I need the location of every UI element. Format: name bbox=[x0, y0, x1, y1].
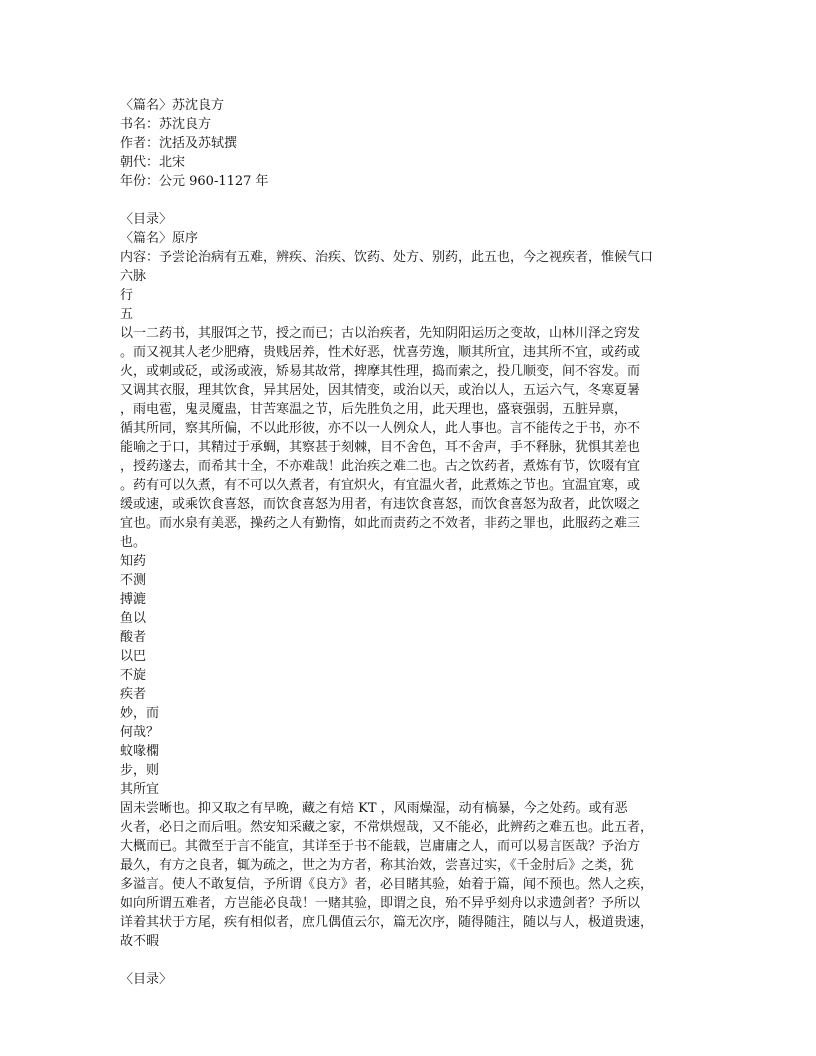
body-line: 以一二药书，其服饵之节，授之而已；古以治疾者，先知阴阳运历之变故，山林川泽之窍发 bbox=[120, 326, 641, 341]
body-line: 知药 bbox=[120, 554, 147, 569]
toc-label-footer: 〈目录〉 bbox=[120, 972, 173, 987]
author-line: 作者：沈括及苏轼撰 bbox=[120, 136, 238, 151]
body-line: ，雨电雹，鬼灵魇蛊，甘苦寒温之节，后先胜负之用，此天理也，盛衰强弱，五脏异禀， bbox=[120, 402, 628, 417]
spacer bbox=[120, 951, 700, 970]
body-line: 又调其衣服，理其饮食，异其居处，因其情变，或治以天，或治以人，五运六气，冬寒夏暑 bbox=[120, 383, 641, 398]
body-line: 能喻之于口，其精过于承蜩，其察甚于刻棘，目不舍色，耳不舍声，手不释脉，犹惧其差也 bbox=[120, 440, 641, 455]
body-text bbox=[120, 248, 700, 951]
body-line: 宜也。而水泉有美恶，操药之人有勤惰，如此而责药之不效者，非药之罪也，此服药之难三 bbox=[120, 516, 641, 531]
book-name-line: 书名：苏沈良方 bbox=[120, 117, 212, 132]
body-line: 火，或刺或砭，或汤或液，矫易其故常，捭摩其性理，捣而索之，投几顺变，间不容发。而 bbox=[120, 364, 641, 379]
body-line: 何哉？ bbox=[120, 725, 160, 740]
body-line: 故不暇 bbox=[120, 934, 160, 949]
document-page bbox=[120, 96, 700, 989]
body-line: 。药有可以久煮，有不可以久煮者，有宜炽火，有宜温火者，此煮炼之节也。宜温宜寒，或 bbox=[120, 478, 641, 493]
body-line: 循其所同，察其所偏，不以此形彼，亦不以一人例众人，此人事也。言不能传之于书，亦不 bbox=[120, 421, 641, 436]
body-line: 大概而已。其微至于言不能宣，其详至于书不能载，岂庸庸之人，而可以易言医哉？予治方 bbox=[120, 839, 641, 854]
body-line: 不旋 bbox=[120, 668, 147, 683]
body-line: 内容：予尝论治病有五难，辨疾、治疾、饮药、处方、别药，此五也，今之视疾者，惟候气口 bbox=[120, 250, 654, 265]
body-line: 火者，必日之而后咀。然安知采藏之家，不常烘煜哉，又不能必，此辨药之难五也。此五者， bbox=[120, 820, 654, 835]
body-line: ，授药遂去，而希其十全，不亦难哉！此治疾之难二也。古之饮药者，煮炼有节，饮啜有宜 bbox=[120, 459, 641, 474]
body-line: 搏漉 bbox=[120, 592, 147, 607]
dynasty-line: 朝代：北宋 bbox=[120, 155, 186, 170]
body-line: 蚊喙㯗 bbox=[120, 744, 160, 759]
body-line: 如向所谓五难者，方岂能必良哉！一赌其验，即谓之良，殆不异乎刻舟以求遗剑者？予所以 bbox=[120, 896, 641, 911]
spacer bbox=[120, 191, 700, 210]
body-line: 缓或速，或乘饮食喜怒，而饮食喜怒为用者，有违饮食喜怒，而饮食喜怒为敌者，此饮啜之 bbox=[120, 497, 641, 512]
heading-title-line: 〈篇名〉苏沈良方 bbox=[120, 98, 225, 113]
body-line: 行 bbox=[120, 288, 134, 303]
body-line: 多溢言。使人不敢复信，予所谓《良方》者，必目睹其验，始着于篇，闻不预也。然人之疾， bbox=[120, 877, 654, 892]
years-line: 年份：公元 960-1127 年 bbox=[120, 174, 269, 189]
body-line: 固未尝晰也。抑又取之有早晚，藏之有焙 KT ，风雨燥湿，动有槁暴，今之处药。或有恶 bbox=[120, 801, 628, 816]
body-line: 疾者 bbox=[120, 687, 147, 702]
body-line: 。而又视其人老少肥瘠，贵贱居养，性术好恶，忧喜劳逸，顺其所宜，违其所不宜，或药或 bbox=[120, 345, 641, 360]
body-line: 酸者 bbox=[120, 630, 147, 645]
body-line: 以巴 bbox=[120, 649, 147, 664]
body-line: 也。 bbox=[120, 535, 147, 550]
piece-title-line: 〈篇名〉原序 bbox=[120, 231, 199, 246]
body-line: 不测 bbox=[120, 573, 147, 588]
body-line: 最久，有方之良者，辄为疏之，世之为方者，称其治效，尝喜过实，《千金肘后》之类，犹 bbox=[120, 858, 634, 873]
toc-label: 〈目录〉 bbox=[120, 212, 173, 227]
body-line: 详着其状于方尾，疾有相似者，庶几偶值云尔，篇无次序，随得随注，随以与人，极道贵速， bbox=[120, 915, 654, 930]
body-line: 五 bbox=[120, 307, 134, 322]
body-line: 步，则 bbox=[120, 763, 160, 778]
body-line: 六脉 bbox=[120, 269, 147, 284]
body-line: 鱼以 bbox=[120, 611, 147, 626]
body-line: 妙，而 bbox=[120, 706, 160, 721]
body-line: 其所宜 bbox=[120, 782, 160, 797]
